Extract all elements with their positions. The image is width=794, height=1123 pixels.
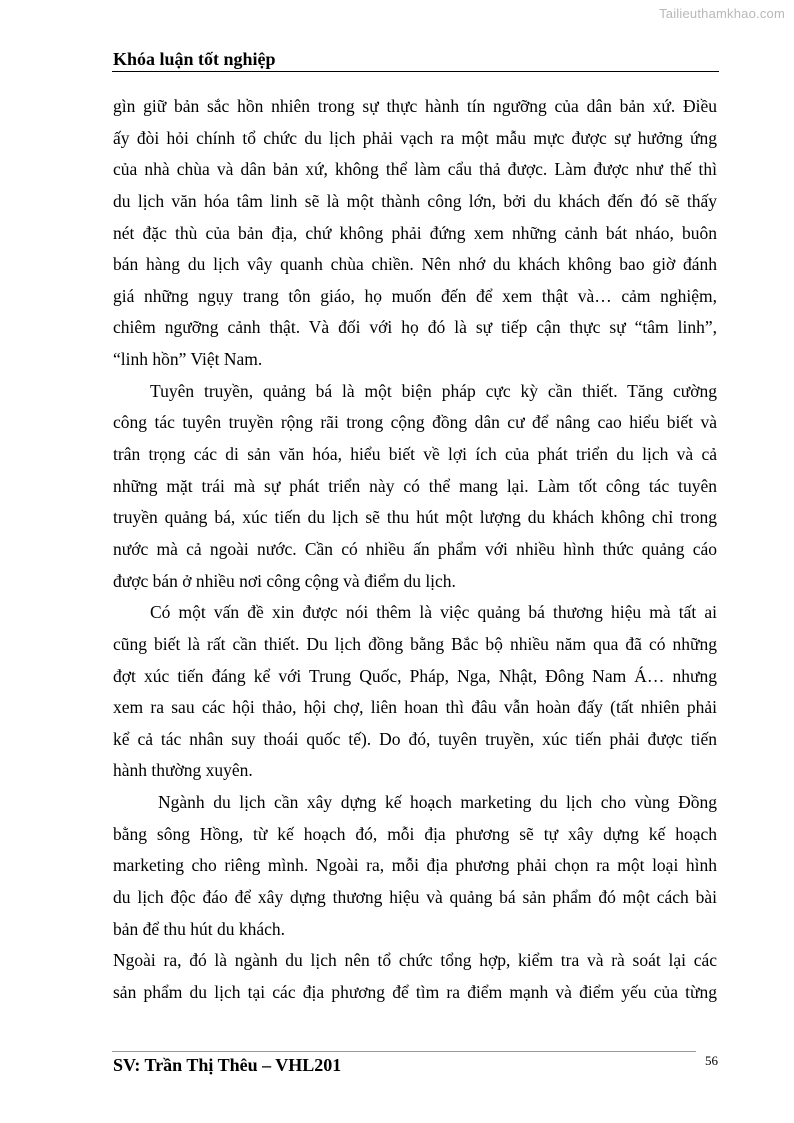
text-line: kể cả tác nhân suy thoái quốc tế). Do đó, tuyên truyền, xúc tiến phải được tiến — [113, 728, 717, 749]
footer-divider — [112, 1051, 696, 1052]
text-line: “linh hồn” Việt Nam. — [113, 349, 263, 370]
footer-student-name: SV: Trần Thị Thêu – VHL201 — [113, 1055, 342, 1075]
text-line: cũng biết là rất cần thiết. Du lịch đồng bằng Bắc bộ nhiều năm qua đã có những — [113, 633, 717, 654]
text-line: nét đặc thù của bản địa, chứ không phải đứng xem những cảnh bát nháo, buôn — [113, 222, 717, 243]
text-line: trân trọng các di sản văn hóa, hiểu biết về lợi ích của phát triển du lịch và cả — [113, 444, 717, 465]
text-line: Tuyên truyền, quảng bá là một biện pháp cực kỳ cần thiết. Tăng cường — [150, 380, 717, 401]
text-line: marketing cho riêng mình. Ngoài ra, mỗi địa phương phải chọn ra một loại hình — [113, 855, 717, 876]
text-line: giá những ngụy trang tôn giáo, họ muốn đến để xem thật và… cảm nghiệm, — [113, 285, 717, 306]
text-line: bản để thu hút du khách. — [113, 918, 286, 939]
text-line: bán hàng du lịch vây quanh chùa chiền. Nên nhớ du khách không bao giờ đánh — [113, 254, 717, 275]
watermark-text: Tailieuthamkhao.com — [659, 6, 785, 21]
text-line: Ngành du lịch cần xây dựng kế hoạch marketing du lịch cho vùng Đồng — [158, 792, 717, 813]
text-line: ấy đòi hỏi chính tổ chức du lịch phải vạch ra một mẫu mực được sự hưởng ứng — [113, 127, 717, 148]
page-header-title: Khóa luận tốt nghiệp — [113, 49, 276, 69]
text-line: chiêm ngưỡng cảnh thật. Và đối với họ đó là sự tiếp cận thực sự “tâm linh”, — [113, 317, 717, 338]
text-line: công tác tuyên truyền rộng rãi trong cộng đồng dân cư để nâng cao hiểu biết và — [113, 412, 717, 433]
text-line: hành thường xuyên. — [113, 760, 253, 781]
text-line: những mặt trái mà sự phát triển này có thể mang lại. Làm tốt công tác tuyên — [113, 475, 717, 496]
text-line: bằng sông Hồng, từ kế hoạch đó, mỗi địa phương sẽ tự xây dựng kế hoạch — [113, 823, 717, 844]
text-line: nước mà cả ngoài nước. Cần có nhiều ấn phẩm với nhiều hình thức quảng cáo — [113, 538, 717, 559]
text-line: được bán ở nhiều nơi công cộng và điểm du lịch. — [113, 570, 456, 591]
text-line: xem ra sau các hội thảo, hội chợ, liên hoan thì đâu vẫn hoàn đấy (tất nhiên phải — [113, 697, 717, 718]
text-line: gìn giữ bản sắc hồn nhiên trong sự thực hành tín ngưỡng của dân bản xứ. Điều — [113, 96, 717, 116]
text-line: của nhà chùa và dân bản xứ, không thể làm cẩu thả được. Làm được như thế thì — [113, 159, 717, 180]
text-line: Ngoài ra, đó là ngành du lịch nên tổ chức tổng hợp, kiểm tra và rà soát lại các — [113, 950, 717, 971]
text-line: Có một vấn đề xin được nói thêm là việc quảng bá thương hiệu mà tất ai — [150, 602, 717, 623]
header-divider — [112, 71, 719, 72]
text-line: du lịch độc đáo để xây dựng thương hiệu và quảng bá sản phẩm đó một cách bài — [113, 887, 717, 908]
text-line: đợt xúc tiến đáng kể với Trung Quốc, Pháp, Nga, Nhật, Đông Nam Á… nhưng — [113, 665, 717, 686]
text-line: sản phẩm du lịch tại các địa phương để tìm ra điểm mạnh và điểm yếu của từng — [113, 981, 717, 1002]
text-line: truyền quảng bá, xúc tiến du lịch sẽ thu hút một lượng du khách không chỉ trong — [113, 507, 717, 528]
document-body — [113, 91, 717, 1009]
page-number: 56 — [705, 1053, 718, 1068]
text-line: du lịch văn hóa tâm linh sẽ là một thành công lớn, bởi du khách đến đó sẽ thấy — [113, 190, 717, 211]
